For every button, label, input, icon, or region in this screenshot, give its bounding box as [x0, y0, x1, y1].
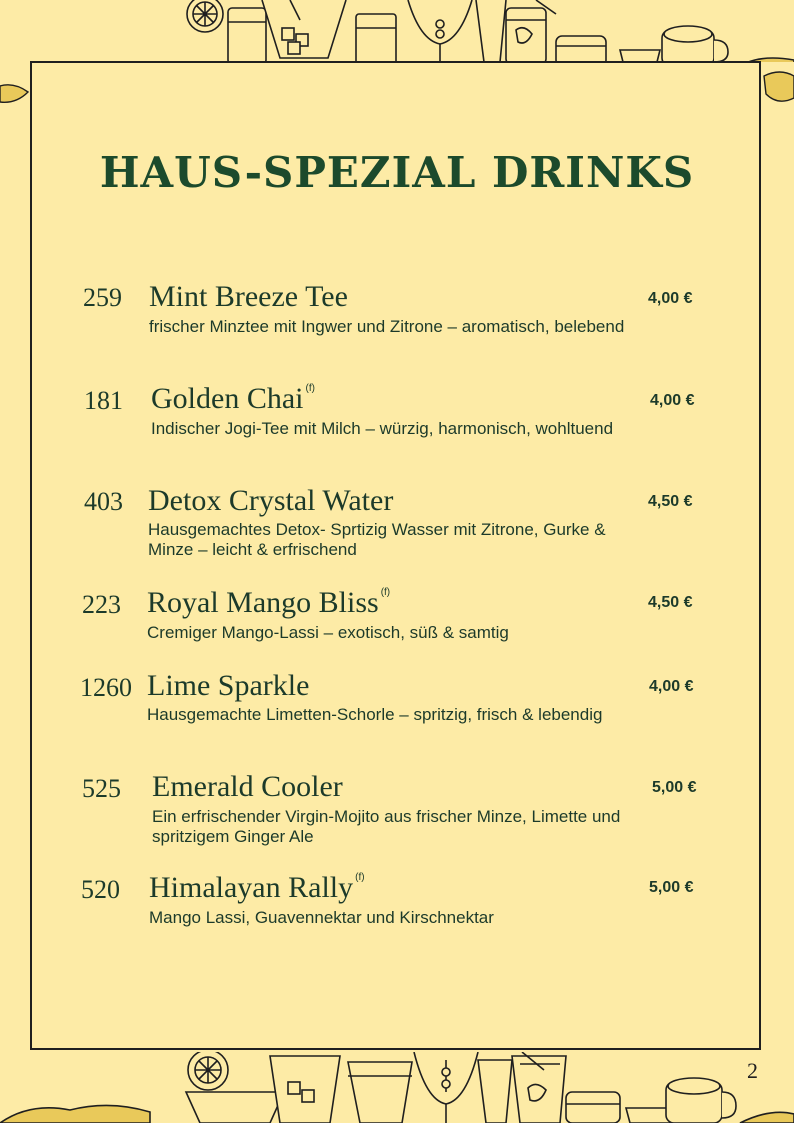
item-description: Indischer Jogi-Tee mit Milch – würzig, harmonisch, wohltuend — [151, 419, 614, 438]
page-title: HAUS-SPEZIAL DRINKS — [99, 148, 695, 197]
item-name-text: Royal Mango Bliss — [147, 586, 379, 619]
item-description: Hausgemachtes Detox- Sprtizig Wasser mit Zitrone, Gurke & Minze – leicht & erfrischend — [148, 520, 606, 559]
item-price: 5,00 € — [652, 779, 697, 796]
item-price: 4,00 € — [650, 392, 695, 409]
item-number: 223 — [82, 590, 121, 619]
item-name — [149, 280, 350, 314]
item-name — [147, 586, 390, 620]
item-description: Cremiger Mango-Lassi – exotisch, süß & samtig — [147, 623, 509, 642]
item-name — [147, 669, 311, 703]
item-number: 1260 — [80, 673, 132, 702]
item-price: 4,00 € — [648, 290, 693, 307]
item-number: 181 — [84, 386, 123, 415]
item-name-text: Golden Chai — [151, 382, 304, 415]
item-name — [149, 871, 365, 905]
leaf-decoration-right — [762, 68, 794, 108]
item-name — [152, 770, 345, 804]
item-number: 259 — [83, 283, 122, 312]
leaf-decoration-left — [0, 80, 30, 110]
item-name-text: Emerald Cooler — [152, 770, 343, 803]
item-price: 5,00 € — [649, 879, 694, 896]
item-description: Hausgemachte Limetten-Schorle – spritzig, frisch & lebendig — [147, 705, 603, 724]
item-price: 4,50 € — [648, 493, 693, 510]
item-footnote: (f) — [305, 383, 315, 394]
item-price: 4,00 € — [649, 678, 694, 695]
page-number: 2 — [747, 1058, 758, 1083]
item-footnote: (f) — [355, 872, 365, 883]
item-number: 403 — [84, 487, 123, 516]
item-description: frischer Minztee mit Ingwer und Zitrone – aromatisch, belebend — [149, 317, 625, 336]
item-name-text: Mint Breeze Tee — [149, 280, 348, 313]
item-name-text: Detox Crystal Water — [148, 484, 394, 517]
drinks-illustration-bottom — [0, 1052, 794, 1123]
item-name-text: Himalayan Rally — [149, 871, 354, 904]
item-number: 520 — [81, 875, 120, 904]
item-description: Ein erfrischender Virgin-Mojito aus frischer Minze, Limette und spritzigem Ginger Ale — [152, 807, 621, 846]
item-name-text: Lime Sparkle — [147, 669, 310, 702]
item-name — [148, 484, 395, 518]
item-footnote: (f) — [380, 587, 391, 598]
drinks-illustration-top — [0, 0, 794, 62]
item-description: Mango Lassi, Guavennektar und Kirschnektar — [149, 908, 494, 927]
item-number: 525 — [82, 774, 121, 803]
item-price: 4,50 € — [648, 594, 693, 611]
item-name — [151, 382, 315, 416]
